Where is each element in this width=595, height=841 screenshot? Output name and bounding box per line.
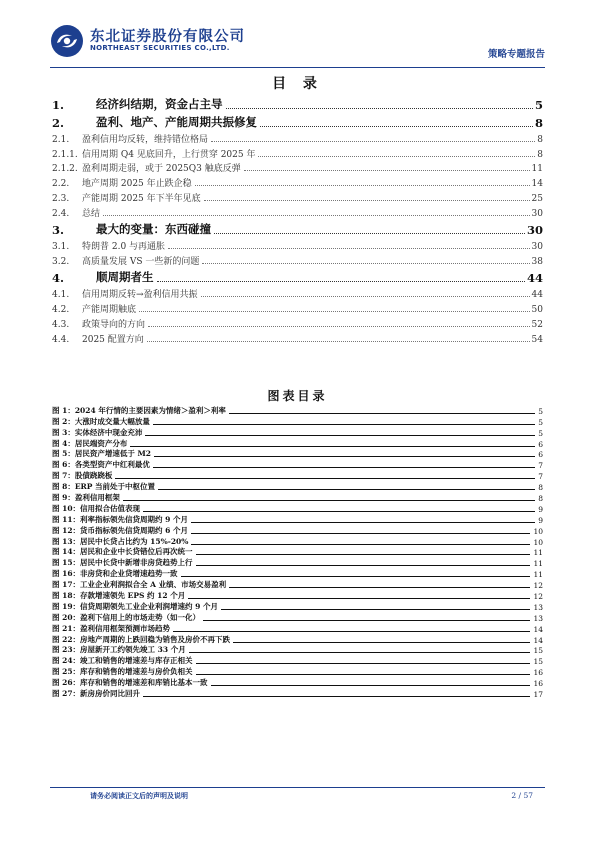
toc-entry-page: 44	[531, 290, 543, 301]
figure-entry[interactable]	[52, 405, 543, 416]
toc-entry[interactable]	[52, 285, 543, 300]
figure-entry[interactable]	[52, 547, 543, 558]
toc-dot-leader	[157, 281, 525, 282]
figure-entry-page: 6	[538, 439, 543, 449]
toc-entry-title: 经济纠结期，资金占主导	[96, 96, 223, 111]
toc-entry-title: 最大的变量：东西碰撞	[96, 222, 211, 237]
toc-dot-leader	[260, 126, 533, 127]
table-of-contents	[52, 93, 543, 345]
figure-entry-title: 图 26：库存和销售的增速差和库销比基本一致	[52, 678, 208, 688]
toc-entry-number: 4.3.	[52, 319, 70, 330]
toc-entry-page: 50	[531, 304, 543, 315]
toc-entry-page: 44	[526, 271, 543, 286]
toc-dot-leader	[139, 311, 530, 312]
toc-entry-number: 2.1.	[52, 134, 70, 145]
figure-entry-page: 9	[538, 504, 543, 514]
toc-entry-title: 地产周期 2025 年止跌企稳	[82, 179, 192, 190]
figure-entry-page: 5	[538, 428, 543, 438]
figure-entry-page: 8	[538, 483, 543, 493]
company-name-en: NORTHEAST SECURITIES CO.,LTD.	[90, 44, 230, 52]
figure-entry-title: 图 13：居民中长贷占比约为 15%-20%	[52, 536, 189, 546]
toc-entry-number: 2.	[52, 116, 65, 130]
figure-entry-page: 11	[533, 559, 543, 569]
figure-entry[interactable]	[52, 470, 543, 481]
figure-entry[interactable]	[52, 612, 543, 623]
figure-dot-leader	[154, 456, 535, 457]
toc-entry[interactable]	[52, 204, 543, 219]
toc-entry-title: 特朗普 2.0 与再通胀	[82, 242, 166, 253]
toc-entry-page: 30	[531, 208, 543, 219]
toc-dot-leader	[168, 248, 530, 249]
toc-entry-page: 8	[537, 149, 543, 160]
toc-entry[interactable]	[52, 267, 543, 286]
figure-dot-leader	[153, 424, 535, 425]
figure-entry[interactable]	[52, 514, 543, 525]
figure-entry-title: 图 14：居民和企业中长贷错位后再次统一	[52, 547, 193, 557]
toc-entry-number: 2.4.	[52, 208, 70, 219]
figure-dot-leader	[229, 587, 530, 588]
figure-dot-leader	[203, 620, 530, 621]
toc-entry-page: 11	[531, 164, 543, 175]
figure-entry-page: 5	[538, 406, 543, 416]
figure-entry-page: 12	[533, 592, 543, 602]
figure-entry-page: 12	[533, 581, 543, 591]
toc-dot-leader	[201, 296, 530, 297]
figure-entry-title: 图 5：居民资产增速低于 M2	[52, 449, 151, 459]
figure-dot-leader	[191, 522, 535, 523]
page-header	[50, 22, 545, 66]
toc-dot-leader	[195, 185, 530, 186]
figure-entry[interactable]	[52, 459, 543, 470]
figure-entry-page: 10	[533, 526, 543, 536]
figure-dot-leader	[221, 609, 530, 610]
figure-entry[interactable]	[52, 503, 543, 514]
figure-dot-leader	[173, 631, 530, 632]
toc-entry-title: 产能周期触底	[82, 304, 137, 315]
figure-list-title: 图表目录	[267, 389, 328, 403]
toc-entry-page: 30	[526, 223, 543, 238]
toc-entry-page: 8	[537, 134, 543, 145]
company-logo-icon	[50, 24, 84, 58]
toc-entry-number: 1.	[52, 97, 65, 112]
toc-entry-title: 2025 配置方向	[82, 334, 144, 345]
figure-entry-title: 图 8：ERP 当前处于中枢位置	[52, 482, 156, 492]
toc-dot-leader	[204, 200, 530, 201]
figure-list	[52, 405, 543, 699]
footer-divider	[50, 787, 545, 788]
figure-entry-page: 16	[533, 668, 543, 678]
figure-entry-page: 14	[533, 635, 543, 645]
figure-entry-title: 图 24：竣工和销售的增速差与库存正相关	[52, 656, 193, 666]
figure-entry-page: 13	[533, 602, 543, 612]
figure-entry[interactable]	[52, 677, 543, 688]
figure-entry[interactable]	[52, 557, 543, 568]
figure-entry[interactable]	[52, 623, 543, 634]
figure-entry[interactable]	[52, 416, 543, 427]
figure-dot-leader	[196, 663, 531, 664]
toc-entry-number: 4.2.	[52, 304, 70, 315]
header-divider	[50, 67, 545, 68]
toc-entry-title: 盈利、地产、产能周期共振修复	[96, 115, 257, 129]
figure-entry[interactable]	[52, 481, 543, 492]
figure-entry-page: 10	[533, 537, 543, 547]
figure-entry-title: 图 12：货币指标领先信贷周期约 6 个月	[52, 525, 188, 535]
toc-entry-number: 2.1.1.	[52, 149, 78, 160]
page-number: 2 / 57	[511, 791, 533, 800]
toc-entry[interactable]	[52, 330, 543, 345]
toc-entry-number: 4.	[52, 271, 65, 286]
toc-entry-number: 2.1.2.	[52, 164, 78, 175]
toc-entry-number: 3.1.	[52, 242, 70, 253]
figure-entry-page: 7	[538, 461, 543, 471]
toc-entry-title: 产能周期 2025 年下半年见底	[82, 193, 201, 204]
figure-entry-title: 图 7：股债跷跷板	[52, 471, 113, 481]
figure-dot-leader	[191, 544, 530, 545]
toc-entry[interactable]	[52, 145, 543, 160]
toc-entry[interactable]	[52, 160, 543, 175]
figure-entry[interactable]	[52, 601, 543, 612]
toc-dot-leader	[258, 156, 535, 157]
toc-entry-page: 38	[531, 256, 543, 267]
figure-dot-leader	[196, 554, 531, 555]
figure-entry-title: 图 9：盈利信用框架	[52, 493, 120, 503]
figure-entry[interactable]	[52, 438, 543, 449]
figure-entry[interactable]	[52, 492, 543, 503]
toc-dot-leader	[226, 108, 533, 109]
figure-entry-title: 图 18：存款增速领先 EPS 约 12 个月	[52, 591, 186, 601]
toc-entry-title: 顺周期者生	[96, 270, 154, 285]
toc-entry-number: 4.1.	[52, 290, 70, 301]
figure-entry-title: 图 10：信用拟合估值表现	[52, 503, 141, 513]
toc-entry-page: 54	[531, 334, 543, 345]
figure-entry-page: 6	[538, 450, 543, 460]
figure-dot-leader	[189, 652, 531, 653]
figure-dot-leader	[233, 642, 530, 643]
toc-dot-leader	[147, 341, 530, 342]
figure-entry[interactable]	[52, 645, 543, 656]
toc-entry-number: 3.2.	[52, 256, 70, 267]
toc-entry-page: 8	[534, 116, 543, 130]
figure-entry-page: 11	[533, 570, 543, 580]
figure-entry[interactable]	[52, 688, 543, 699]
figure-dot-leader	[115, 478, 535, 479]
figure-entry[interactable]	[52, 536, 543, 547]
footer-disclaimer: 请务必阅读正文后的声明及说明	[90, 792, 188, 800]
toc-entry-title: 高质量发展 VS 一些新的问题	[82, 256, 200, 267]
toc-entry-number: 3.	[52, 223, 65, 238]
figure-entry[interactable]	[52, 568, 543, 579]
figure-dot-leader	[196, 674, 531, 675]
figure-entry-title: 图 2：大涨时成交量大幅放量	[52, 416, 150, 426]
figure-entry-title: 图 15：居民中长贷中新增非房贷趋势上行	[52, 558, 193, 568]
toc-dot-leader	[214, 233, 525, 234]
figure-dot-leader	[211, 685, 531, 686]
figure-entry[interactable]	[52, 655, 543, 666]
figure-entry-title: 图 16：非房贷和企业贷增速趋势一致	[52, 569, 178, 579]
figure-dot-leader	[143, 696, 530, 697]
figure-entry[interactable]	[52, 427, 543, 438]
report-type: 策略专题报告	[487, 49, 545, 60]
toc-entry-title: 总结	[82, 208, 101, 219]
figure-entry-page: 7	[538, 472, 543, 482]
toc-entry-page: 52	[531, 319, 543, 330]
figure-entry[interactable]	[52, 634, 543, 645]
figure-entry-title: 图 4：居民端资产分布	[52, 438, 128, 448]
figure-dot-leader	[158, 489, 535, 490]
figure-entry-title: 图 3：实体经济中现金充沛	[52, 427, 143, 437]
toc-entry[interactable]	[52, 174, 543, 189]
figure-entry-title: 图 17：工业企业利润拟合全 A 业绩、市场交易盈利	[52, 580, 227, 590]
toc-entry-title: 盈利信用均反转，维持错位格局	[82, 134, 209, 145]
figure-entry-title: 图 19：信贷周期领先工业企业利润增速约 9 个月	[52, 601, 218, 611]
toc-entry-number: 2.2.	[52, 179, 70, 190]
figure-entry-title: 图 20：盈利下信用上的市场走势（如一化）	[52, 612, 201, 622]
figure-dot-leader	[123, 500, 535, 501]
figure-entry-page: 15	[533, 657, 543, 667]
figure-dot-leader	[196, 565, 531, 566]
figure-entry-page: 8	[538, 494, 543, 504]
toc-entry-title: 信用周期反转→盈利信用共振	[82, 290, 198, 301]
toc-entry[interactable]	[52, 300, 543, 315]
toc-entry-title: 政策导向的方向	[82, 319, 146, 330]
figure-entry-page: 17	[533, 690, 543, 700]
figure-entry-title: 图 25：库存和销售的增速差与房价负相关	[52, 667, 193, 677]
toc-entry[interactable]	[52, 219, 543, 238]
figure-entry-title: 图 1：2024 年行情的主要因素为情绪＞盈利＞利率	[52, 405, 226, 415]
figure-entry-page: 13	[533, 613, 543, 623]
figure-dot-leader	[188, 598, 530, 599]
toc-entry[interactable]	[52, 315, 543, 330]
figure-dot-leader	[229, 413, 535, 414]
toc-entry-number: 4.4.	[52, 334, 70, 345]
figure-entry[interactable]	[52, 525, 543, 536]
toc-dot-leader	[211, 141, 535, 142]
figure-entry[interactable]	[52, 590, 543, 601]
toc-entry[interactable]	[52, 252, 543, 267]
figure-entry-title: 图 27：新房房价同比回升	[52, 689, 141, 699]
toc-entry-title: 信用周期 Q4 见底回升，上行贯穿 2025 年	[82, 149, 256, 160]
toc-entry[interactable]	[52, 189, 543, 204]
figure-entry-title: 图 6：各类型资产中红利最优	[52, 460, 150, 470]
toc-entry[interactable]	[52, 93, 543, 112]
figure-dot-leader	[191, 533, 530, 534]
figure-entry[interactable]	[52, 666, 543, 677]
toc-entry-title: 盈利周期走弱，或于 2025Q3 触底反弹	[82, 164, 241, 175]
toc-dot-leader	[103, 215, 530, 216]
figure-entry-title: 图 21：盈利信用框架预测市场趋势	[52, 623, 171, 633]
toc-dot-leader	[244, 170, 530, 171]
toc-entry-page: 5	[534, 97, 543, 112]
figure-entry-title: 图 23：房屋新开工约领先竣工 33 个月	[52, 645, 186, 655]
toc-dot-leader	[148, 326, 530, 327]
figure-entry-page: 11	[533, 548, 543, 558]
figure-entry-page: 16	[533, 679, 543, 689]
figure-entry-page: 5	[538, 417, 543, 427]
figure-entry-page: 14	[533, 624, 543, 634]
toc-dot-leader	[202, 263, 529, 264]
toc-entry-page: 25	[531, 193, 543, 204]
figure-dot-leader	[153, 467, 535, 468]
figure-entry[interactable]	[52, 579, 543, 590]
company-name-cn: 东北证券股份有限公司	[90, 29, 245, 45]
toc-entry[interactable]	[52, 112, 543, 131]
toc-title: 目 录	[272, 76, 323, 92]
toc-entry-page: 30	[531, 242, 543, 253]
figure-entry-title: 图 22：房地产周期的上跌回稳为销售及房价不再下跌	[52, 634, 231, 644]
figure-entry-page: 9	[538, 515, 543, 525]
toc-entry[interactable]	[52, 237, 543, 252]
figure-entry-title: 图 11：利率指标领先信贷周期约 9 个月	[52, 514, 188, 524]
figure-dot-leader	[143, 511, 535, 512]
figure-dot-leader	[181, 576, 531, 577]
toc-entry-number: 2.3.	[52, 193, 70, 204]
figure-entry[interactable]	[52, 449, 543, 460]
toc-entry[interactable]	[52, 130, 543, 145]
figure-entry-page: 15	[533, 646, 543, 656]
figure-dot-leader	[145, 435, 535, 436]
figure-dot-leader	[130, 446, 535, 447]
toc-entry-page: 14	[531, 179, 543, 190]
